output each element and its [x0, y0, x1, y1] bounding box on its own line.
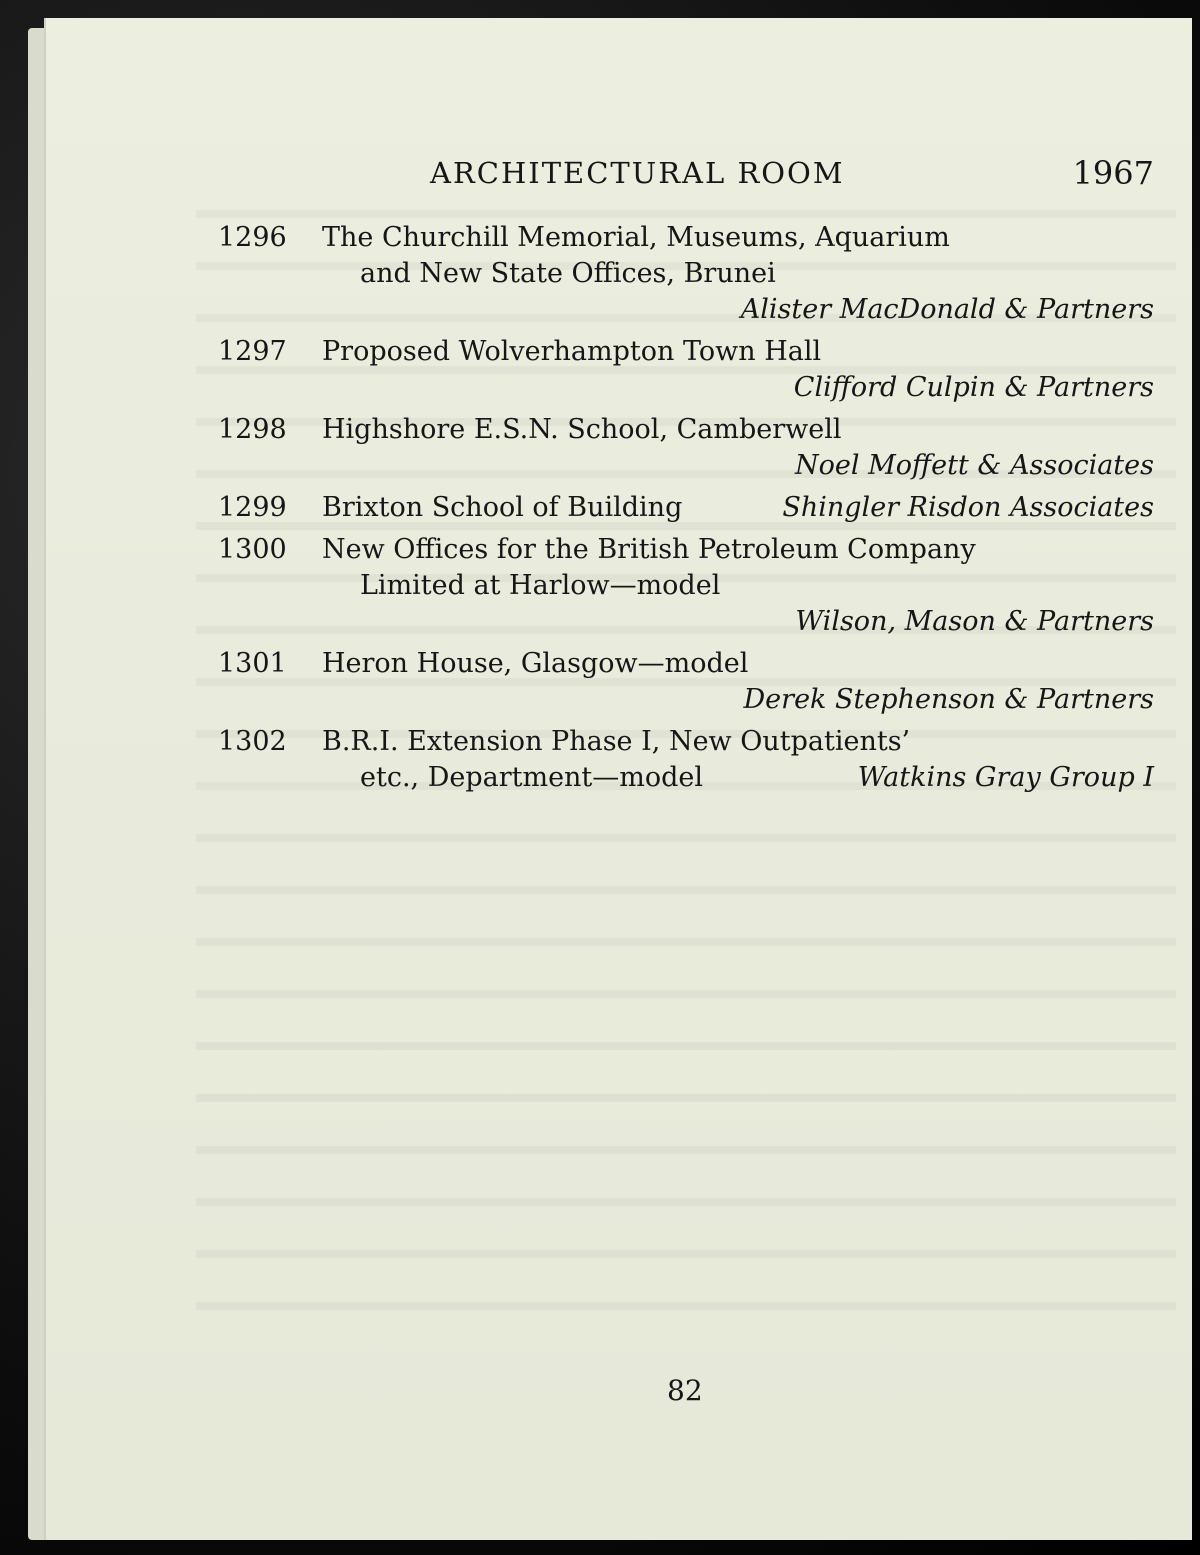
- entry-architect: Derek Stephenson & Partners: [743, 684, 1154, 715]
- entry-architect: Clifford Culpin & Partners: [793, 372, 1154, 403]
- catalogue-entry: [218, 334, 1154, 406]
- page-number: 82: [667, 1374, 703, 1407]
- catalogue-entry: [218, 412, 1154, 484]
- entry-number: 1302: [218, 726, 287, 757]
- header-year: 1967: [1072, 154, 1154, 192]
- entry-title-line: New Offices for the British Petroleum Company: [322, 534, 976, 565]
- running-head: ARCHITECTURAL ROOM: [430, 156, 845, 190]
- catalogue-entry: [218, 646, 1154, 718]
- entry-architect: Shingler Risdon Associates: [782, 492, 1154, 523]
- catalogue-entry: [218, 532, 1154, 640]
- entry-number: 1300: [218, 534, 287, 565]
- entry-number: 1298: [218, 414, 287, 445]
- catalogue-entry: [218, 490, 1154, 526]
- catalogue-entry: [218, 724, 1154, 796]
- entry-architect: Alister MacDonald & Partners: [740, 294, 1154, 325]
- entry-title-line: Limited at Harlow—model: [360, 570, 721, 601]
- entry-title-line: and New State Offices, Brunei: [360, 258, 776, 289]
- entry-number: 1297: [218, 336, 287, 367]
- entry-architect: Watkins Gray Group I: [857, 762, 1154, 793]
- entry-title-line: Heron House, Glasgow—model: [322, 648, 749, 679]
- entry-number: 1299: [218, 492, 287, 523]
- entry-number: 1301: [218, 648, 287, 679]
- entry-title-line: Proposed Wolverhampton Town Hall: [322, 336, 822, 367]
- entry-title-line: Highshore E.S.N. School, Camberwell: [322, 414, 842, 445]
- entry-inline-row: [218, 490, 1154, 526]
- entry-list: [218, 220, 1154, 802]
- entry-title-line: The Churchill Memorial, Museums, Aquarium: [322, 222, 950, 253]
- entry-architect: Noel Moffett & Associates: [795, 450, 1154, 481]
- entry-inline-row: [218, 760, 1154, 796]
- entry-title-line: B.R.I. Extension Phase I, New Outpatients’: [322, 726, 911, 757]
- entry-title-line: etc., Department—model: [360, 762, 704, 793]
- catalogue-entry: [218, 220, 1154, 328]
- entry-title-line: Brixton School of Building: [322, 492, 683, 523]
- catalogue-page: [44, 18, 1192, 1540]
- entry-number: 1296: [218, 222, 287, 253]
- entry-architect: Wilson, Mason & Partners: [795, 606, 1154, 637]
